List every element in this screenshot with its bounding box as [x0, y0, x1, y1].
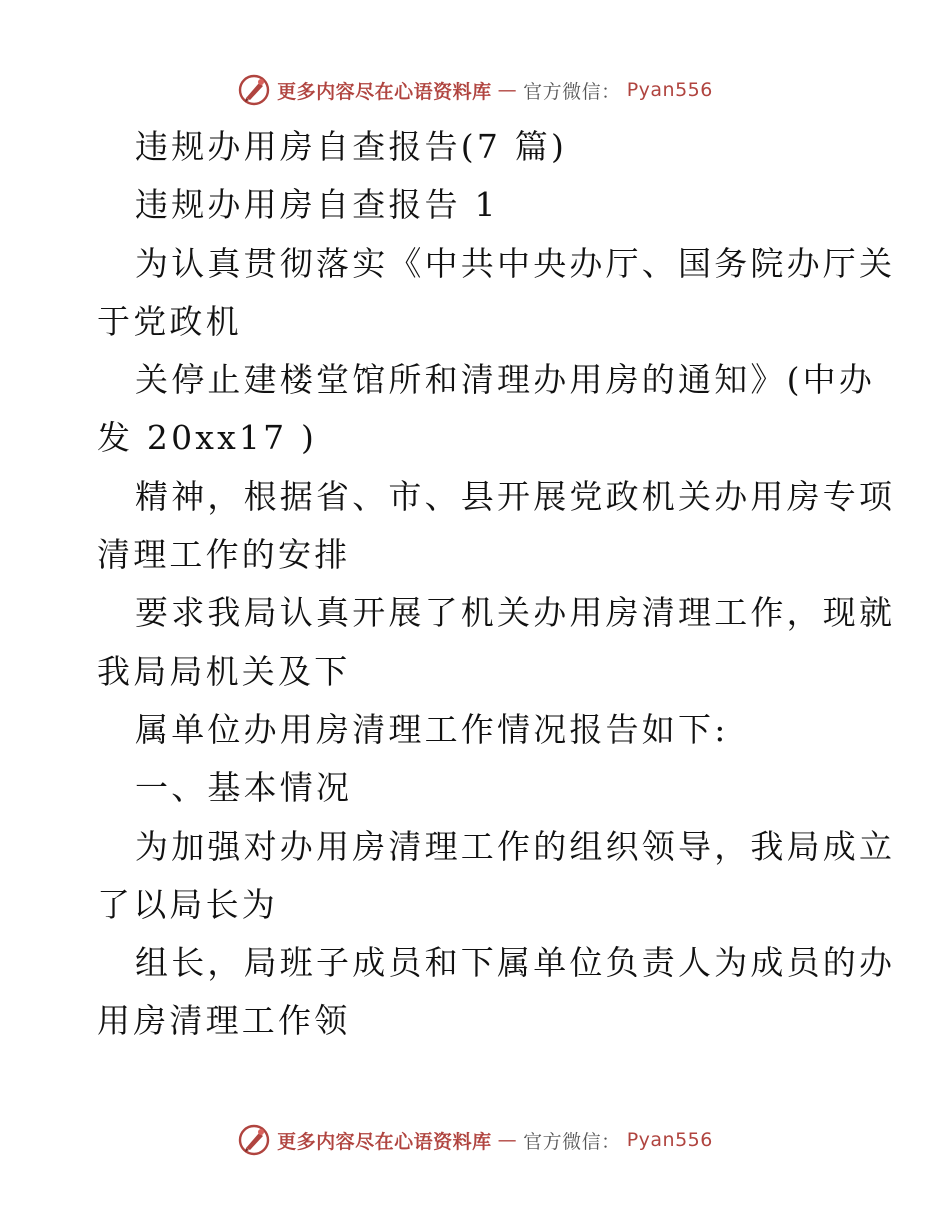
paragraph-line: 精神，根据省、市、县开展党政机关办用房专项 [135, 476, 896, 516]
paragraph-line: 组长，局班子成员和下属单位负责人为成员的办 [135, 943, 896, 983]
paragraph-line: 属单位办用房清理工作情况报告如下: [135, 709, 729, 749]
watermark-wechat-id: Pyan556 [626, 1129, 713, 1151]
paragraph-line: 清理工作的安排 [97, 535, 351, 575]
document-body [97, 118, 896, 1051]
paragraph-line: 关停止建楼堂馆所和清理办用房的通知》(中办 [135, 360, 876, 400]
watermark-sub-text: 官方微信： [523, 80, 621, 103]
paragraph-line: 我局局机关及下 [97, 651, 351, 691]
watermark-brand [237, 73, 713, 107]
paragraph-line: 于党政机 [97, 301, 242, 341]
watermark-dash: — [497, 79, 518, 101]
doc-subtitle: 违规办用房自查报告 1 [135, 185, 499, 225]
pen-logo-icon [237, 73, 271, 107]
paragraph-line: 发 20xx17 ) [97, 418, 318, 458]
watermark-wechat-id: Pyan556 [626, 79, 713, 101]
paragraph-line: 要求我局认真开展了机关办用房清理工作，现就 [135, 593, 896, 633]
paragraph-line: 为加强对办用房清理工作的组织领导，我局成立 [135, 826, 896, 866]
watermark-main-text: 更多内容尽在心语资料库 [277, 1130, 492, 1153]
pen-logo-icon [237, 1123, 271, 1157]
paragraph-line: 了以局长为 [97, 884, 278, 924]
footer-watermark [0, 1120, 950, 1160]
section-heading: 一、基本情况 [135, 768, 353, 808]
watermark-sub-text: 官方微信： [523, 1130, 621, 1153]
paragraph-line: 用房清理工作领 [97, 1001, 351, 1041]
paragraph-line: 为认真贯彻落实《中共中央办厅、国务院办厅关 [135, 243, 896, 283]
doc-title: 违规办用房自查报告(7 篇) [135, 127, 568, 166]
watermark-dash: — [497, 1129, 518, 1151]
header-watermark [0, 70, 950, 110]
watermark-brand [237, 1123, 713, 1157]
watermark-main-text: 更多内容尽在心语资料库 [277, 80, 492, 103]
